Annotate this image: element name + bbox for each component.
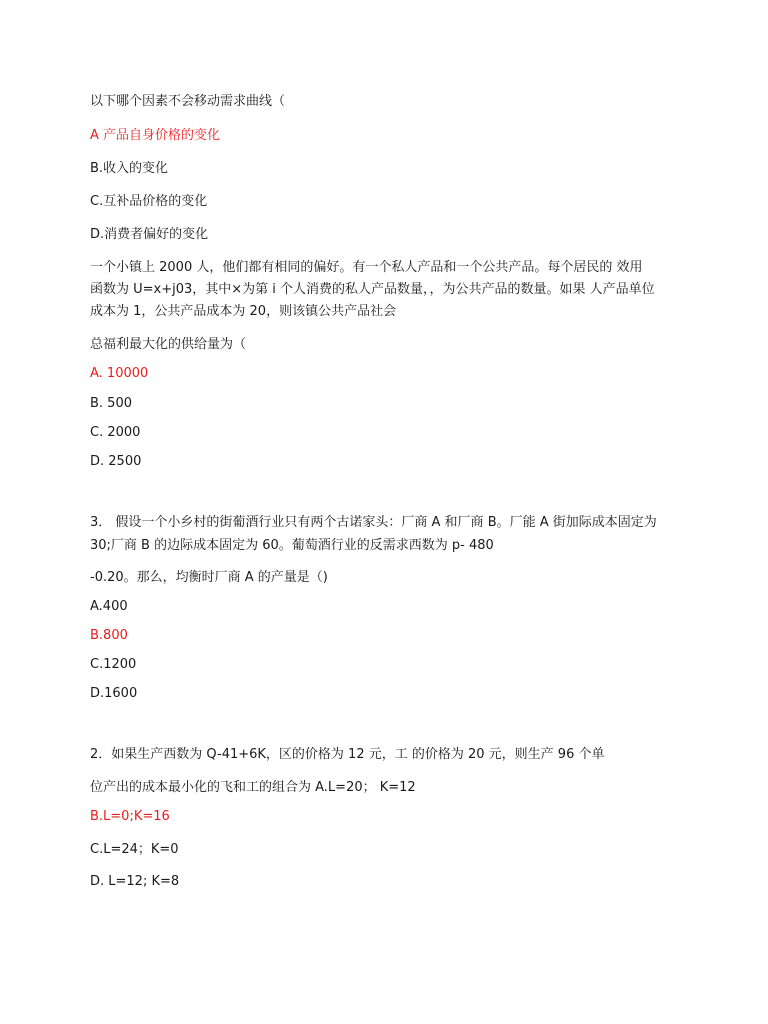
q2-option-d: D. 2500 [90, 454, 142, 469]
q3-option-a: A.400 [90, 599, 128, 614]
q3-option-c: C.1200 [90, 657, 137, 672]
q2-stem-line-3: 成本为 1，公共产品成本为 20，则该镇公共产品社会 [90, 304, 397, 319]
q4-option-c: C.L=24；K=0 [90, 842, 179, 857]
q1-option-a-correct: A 产品自身价格的变化 [90, 128, 221, 143]
q2-stem-line-2: 函数为 U=x+j03，其中×为第 i 个人消费的私人产品数量，，为公共产品的数量。如果 人产品单位 [90, 282, 655, 297]
q2-stem-tail: 总福利最大化的供给量为（ [90, 337, 247, 352]
q2-stem-line-1: 一个小镇上 2000 人，他们都有相同的偏好。有一个私人产品和一个公共产品。每个居民的 效用 [90, 260, 643, 275]
q3-option-b-correct: B.800 [90, 628, 128, 643]
q2-option-c: C. 2000 [90, 425, 141, 440]
q4-stem-line: 2．如果生产西数为 Q-41+6K，区的价格为 12 元，工 的价格为 20 元，则生产 96 个单 [90, 747, 605, 762]
q3-stem-line-2: 30;厂商 B 的边际成本固定为 60。葡萄酒行业的反需求西数为 p- 480 [90, 538, 494, 553]
q1-option-c: C.互补品价格的变化 [90, 194, 208, 209]
q4-stem-tail: 位产出的成本最小化的飞和工的组合为 A.L=20； K=12 [90, 780, 416, 795]
q1-option-d: D.消费者偏好的变化 [90, 227, 209, 242]
q3-stem-tail: -0.20。那么，均衡时厂商 A 的产量是（) [90, 570, 328, 585]
q4-option-b-correct: B.L=0;K=16 [90, 809, 170, 824]
q3-option-d: D.1600 [90, 686, 138, 701]
q1-option-b: B.收入的变化 [90, 161, 169, 176]
q3-stem-line-1: 3． 假设一个小乡村的街葡酒行业只有两个古诺家头：厂商 A 和厂商 B。厂能 A 街加际成本固定为 [90, 515, 657, 530]
q1-stem: 以下哪个因素不会移动需求曲线（ [90, 94, 286, 109]
q2-option-a-correct: A. 10000 [90, 366, 149, 381]
q2-option-b: B. 500 [90, 396, 132, 411]
q4-option-d: D. L=12; K=8 [90, 874, 180, 889]
